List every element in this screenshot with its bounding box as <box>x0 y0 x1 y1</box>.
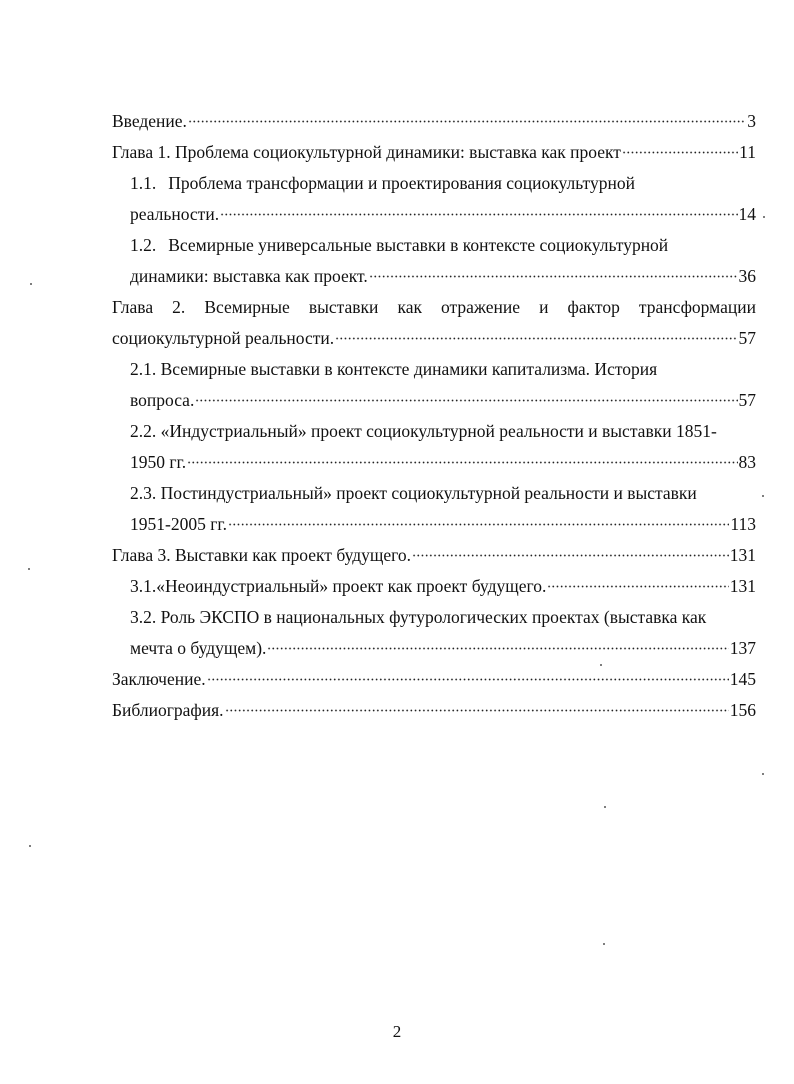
toc-title: Введение. <box>112 111 187 131</box>
toc-title: социокультурной реальности. <box>112 328 335 348</box>
toc-entry-section-3-2-line1[interactable] <box>112 602 756 633</box>
scan-speck <box>600 664 602 666</box>
leader-dots <box>228 516 729 534</box>
leader-dots <box>188 113 746 131</box>
leader-dots <box>207 671 729 689</box>
leader-dots <box>412 547 729 565</box>
toc-page: 57 <box>738 390 756 410</box>
toc-entry-section-1-1-line1[interactable] <box>112 168 756 199</box>
toc-section-number: 1.1. <box>130 173 157 193</box>
toc-title: реальности. <box>130 204 220 224</box>
toc-entry-section-3-1[interactable] <box>112 571 756 602</box>
table-of-contents <box>112 106 756 726</box>
toc-page: 156 <box>729 700 756 720</box>
toc-page: 3 <box>747 111 756 131</box>
toc-page: 83 <box>738 452 756 472</box>
scan-speck <box>30 283 32 285</box>
toc-page: 57 <box>738 328 756 348</box>
toc-entry-chapter-3[interactable] <box>112 540 756 571</box>
leader-dots <box>622 144 738 162</box>
toc-title: Глава 3. Выставки как проект будущего. <box>112 545 411 565</box>
toc-entry-conclusion[interactable] <box>112 664 756 695</box>
toc-title: динамики: выставка как проект. <box>130 266 368 286</box>
toc-entry-section-1-2-line1[interactable] <box>112 230 756 261</box>
leader-dots <box>195 392 737 410</box>
scan-speck <box>762 773 764 775</box>
toc-entry-section-2-1-line2[interactable] <box>112 385 756 416</box>
toc-page: 11 <box>739 142 756 162</box>
leader-dots <box>267 640 728 658</box>
scan-speck <box>762 495 764 497</box>
toc-page: 113 <box>730 514 756 534</box>
toc-title: 2.2. «Индустриальный» проект социокультурной реальности и выставки 1851- <box>130 421 717 441</box>
toc-page: 131 <box>729 576 756 596</box>
toc-title: 1951-2005 гг. <box>130 514 227 534</box>
toc-title: 1950 гг. <box>130 452 187 472</box>
toc-title: Библиография. <box>112 700 224 720</box>
scan-speck <box>29 845 31 847</box>
leader-dots <box>187 454 737 472</box>
toc-title: Всемирные универсальные выставки в контексте социокультурной <box>168 235 669 255</box>
scan-speck <box>763 216 765 218</box>
leader-dots <box>225 702 729 720</box>
toc-title: Проблема трансформации и проектирования социокультурной <box>168 173 635 193</box>
toc-page: 36 <box>738 266 756 286</box>
leader-dots <box>369 268 738 286</box>
leader-dots <box>547 578 728 596</box>
toc-section-number: 1.2. <box>130 235 157 255</box>
toc-title: Глава 1. Проблема социокультурной динамики: выставка как проект <box>112 142 621 162</box>
toc-entry-section-1-2-line2[interactable] <box>112 261 756 292</box>
leader-dots <box>335 330 737 348</box>
toc-page: 145 <box>729 669 756 689</box>
toc-entry-section-2-2-line2[interactable] <box>112 447 756 478</box>
scan-speck <box>603 943 605 945</box>
toc-page: 131 <box>729 545 756 565</box>
toc-entry-section-2-3-line2[interactable] <box>112 509 756 540</box>
scan-speck <box>28 568 30 570</box>
toc-title: 2.1. Всемирные выставки в контексте динамики капитализма. История <box>130 359 658 379</box>
scan-speck <box>604 806 606 808</box>
leader-dots <box>220 206 737 224</box>
toc-entry-chapter-2-line1[interactable]: Глава 2. Всемирные выставки как отражение и фактор трансформации <box>112 297 756 317</box>
toc-page: 14 <box>738 204 756 224</box>
toc-entry-section-1-1-line2[interactable] <box>112 199 756 230</box>
toc-page: 137 <box>729 638 756 658</box>
toc-title: 3.1.«Неоиндустриальный» проект как проект будущего. <box>130 576 547 596</box>
toc-title: Заключение. <box>112 669 206 689</box>
toc-entry-section-2-3-line1[interactable] <box>112 478 756 509</box>
toc-entry-chapter-1[interactable] <box>112 137 756 168</box>
toc-entry-section-2-2-line1[interactable] <box>112 416 756 447</box>
page-number: 2 <box>392 1022 402 1041</box>
toc-entry-section-3-2-line2[interactable] <box>112 633 756 664</box>
toc-title: вопроса. <box>130 390 195 410</box>
toc-entry-chapter-2-line2[interactable] <box>112 323 756 354</box>
toc-title: 2.3. Постиндустриальный» проект социокультурной реальности и выставки <box>130 483 697 503</box>
toc-entry-bibliography[interactable] <box>112 695 756 726</box>
toc-entry-intro[interactable] <box>112 106 756 137</box>
toc-title: мечта о будущем). <box>130 638 267 658</box>
toc-entry-section-2-1-line1[interactable] <box>112 354 756 385</box>
toc-title: 3.2. Роль ЭКСПО в национальных футурологических проектах (выставка как <box>130 607 707 627</box>
